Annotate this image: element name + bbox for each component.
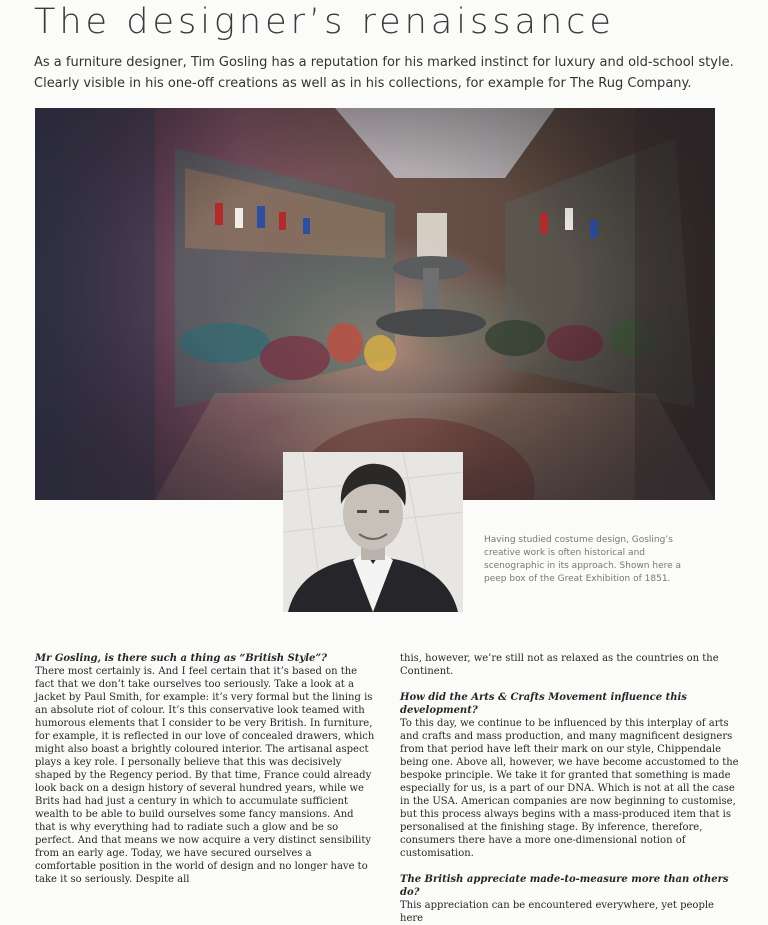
- question-arts-crafts: How did the Arts & Crafts Movement influence this development?: [400, 692, 687, 716]
- question-british-style: Mr Gosling, is there such a thing as “British Style”?: [35, 653, 327, 664]
- answer-british-style: There most certainly is. And I feel certain that it’s based on the fact that we don’t take ourselves too seriously. Take a look at a jacket by Paul Smith, for example: it’s very formal but the lining is an absolute riot of colour. It’s this conservative look teamed with humorous elements that I consider to be very British. In furniture, for example, it is reflected in our love of concealed drawers, which might also boast a brightly coloured interior. The artisanal aspect plays a key role. I personally believe that this was decisively shaped by the Regency period. By that time, France could already look back on a design history of several hundred years, while we Brits had had just a century in which to accumulate sufficient wealth to be able to build ourselves some fancy mansions. And that is why everything had to radiate such a glow and be so perfect. And that means we now acquire a very distinct sensibility from an early age. Today, we have secured ourselves a comfortable position in the world of design and no longer have to take it so seriously. Despite all: [35, 666, 375, 885]
- answer-arts-crafts: To this day, we continue to be influenced by this interplay of arts and crafts and mass production, and many magnificent designers from that period have left their mark on our style, Chippendale being one. Above all, however, we have become accustomed to the bespoke principle. We take it for granted that something is made especially for us, is a part of our DNA. Which is not at all the case in the USA. American companies are now beginning to customise, but this process always begins with a mass-produced item that is personalised at the finishing stage. By inference, therefore, consumers there have a more one-dimensional notion of customisation.: [400, 718, 739, 859]
- answer-made-to-measure: This appreciation can be encountered everywhere, yet people here: [400, 900, 714, 924]
- interview-column-right: [400, 652, 740, 925]
- photo-caption: Having studied costume design, Gosling’s creative work is often historical and scenographic in its approach. Shown here a peep box of the Great Exhibition of 1851.: [484, 535, 682, 584]
- portrait-photo: [283, 452, 463, 612]
- question-made-to-measure: The British appreciate made-to-measure more than others do?: [400, 874, 729, 898]
- peep-box-photo: [35, 108, 715, 500]
- answer-british-style-continued: this, however, we’re still not as relaxed as the countries on the Continent.: [400, 653, 719, 677]
- article-intro: As a furniture designer, Tim Gosling has a reputation for his marked instinct for luxury and old-school style. Clearly visible in his one-off creations as well as in his collections, for example for The Rug Company.: [34, 55, 734, 91]
- interview-column-left: [35, 652, 375, 886]
- article-title: The designer’s renaissance: [34, 2, 615, 42]
